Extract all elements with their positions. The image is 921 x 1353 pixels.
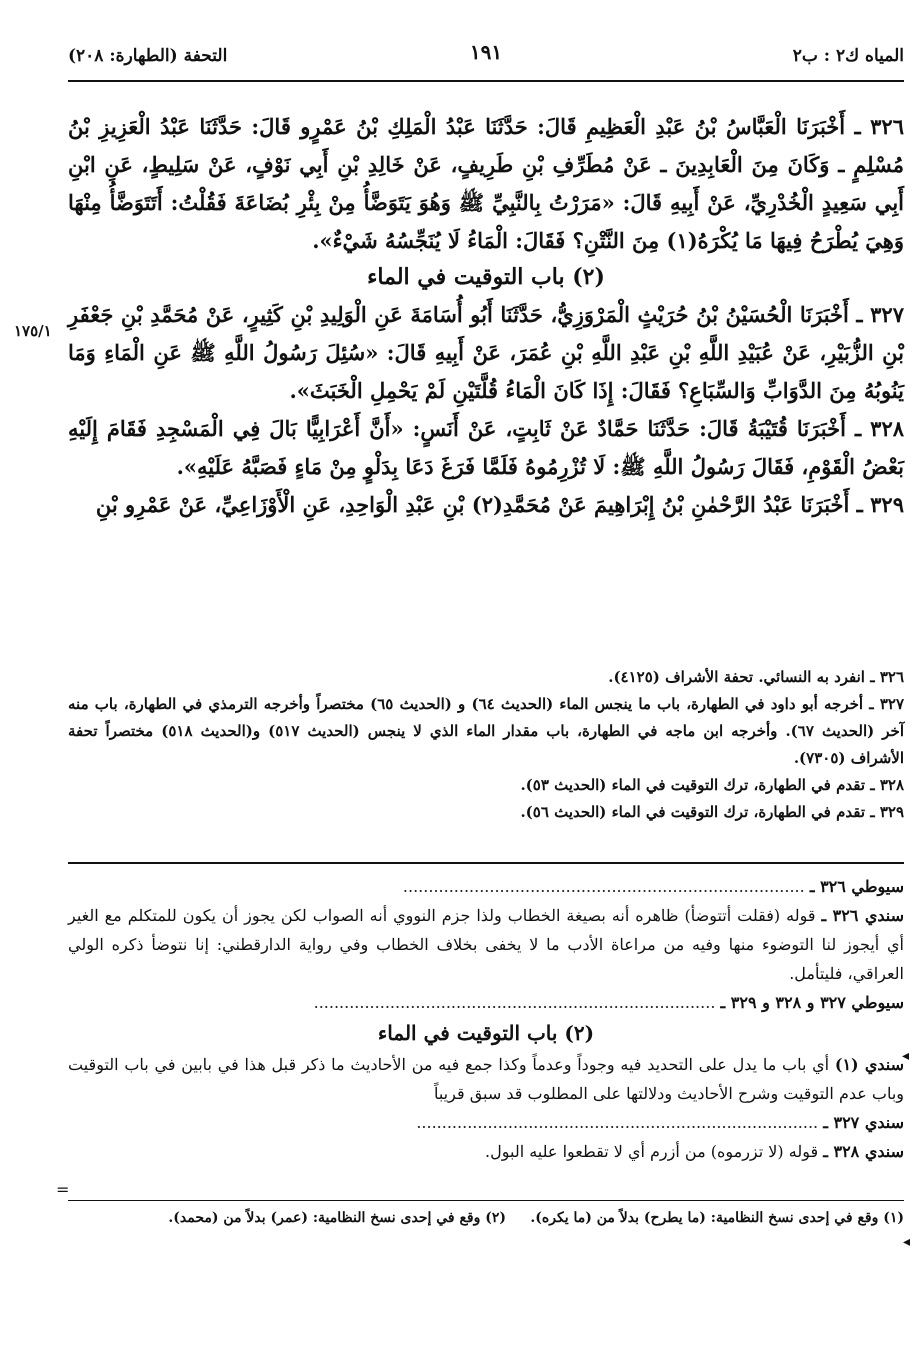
suyuti-326: [68, 872, 904, 901]
page-number: ١٩١: [469, 40, 503, 64]
commentary-label: سيوطي ٣٢٧ و ٣٢٨ و ٣٢٩ ـ: [720, 993, 904, 1012]
footnote-1: (١) وقع في إحدى نسخ النظامية: (ما يطرح) بدلاً من (ما يكره).: [530, 1210, 904, 1226]
commentary-text: أي باب ما يدل على التحديد فيه وجوداً وعدماً وكذا جمع فيه من الأحاديث ما ذكر قبل هذا في بابين في باب التوقيت وباب عدم التوقيت وشرح الأحاديث ودلالتها على المطلوب قد سبق قريباً: [68, 1055, 904, 1103]
commentary-section: [68, 872, 904, 1166]
hadith-text: أَخْبَرَنَا عَبْدُ الرَّحْمٰنِ بْنُ إِبْرَاهِيمَ عَنْ مُحَمَّدِ(٢) بْنِ عَبْدِ الْوَاحِدِ، عَنِ الْأَوْزَاعِيِّ، عَنْ عَمْرِو بْنِ: [95, 492, 850, 517]
running-header: [68, 38, 904, 78]
footnote-2: (٢) وقع في إحدى نسخ النظامية: (عمر) بدلاً من (محمد).: [168, 1210, 507, 1226]
header-rule: [68, 80, 904, 82]
note-327: ٣٢٧ ـ أخرجه أبو داود في الطهارة، باب ما ينجس الماء (الحديث ٦٤) و (الحديث ٦٥) مختصراً وأخرجه الترمذي في الطهارة، باب منه آخر (الحديث ٦٧). وأخرجه ابن ماجه في الطهارة، باب مقدار الماء الذي لا ينجس (الحديث ٥١٧) و(الحديث ٥١٨) مختصراً تحفة الأشراف (٧٣٠٥).: [68, 695, 904, 767]
takhrij-notes: [68, 664, 904, 826]
commentary-text: قوله (لا تزرموه) من أزرم أي لا تقطعوا عليه البول.: [485, 1142, 819, 1161]
hadith-text: أَخْبَرَنَا الْعَبَّاسُ بْنُ عَبْدِ الْعَظِيمِ قَالَ: حَدَّثَنَا عَبْدُ الْمَلِكِ بْنُ عَمْرٍو قَالَ: حَدَّثَنَا عَبْدُ الْعَزِيزِ بْنُ مُسْلِمٍ ـ وَكَانَ مِنَ الْعَابِدِينَ ـ عَنْ مُطَرِّفِ بْنِ طَرِيفٍ، عَنْ خَالِدِ بْنِ أَبِي نَوْفٍ، عَنْ سَلِيطٍ، عَنِ ابْنِ أَبِي سَعِيدٍ الْخُدْرِيِّ، عَنْ أَبِيهِ قَالَ: «مَرَرْتُ بِالنَّبِيِّ ﷺ وَهُوَ يَتَوَضَّأُ مِنْ بِئْرِ بُضَاعَةَ فَقُلْتُ: أَتَتَوَضَّأُ مِنْهَا وَهِيَ يُطْرَحُ فِيهَا مَا يُكْرَهُ(١) مِنَ النَّتْنِ؟ فَقَالَ: الْمَاءُ لَا يُنَجِّسُهُ شَيْءٌ».: [68, 114, 904, 253]
sindi-327: [68, 1108, 904, 1137]
hadith-text: أَخْبَرَنَا الْحُسَيْنُ بْنُ حُرَيْثٍ الْمَرْوَزِيُّ، حَدَّثَنَا أَبُو أُسَامَةَ عَنِ الْوَلِيدِ بْنِ كَثِيرٍ، عَنْ مُحَمَّدِ بْنِ جَعْفَرِ بْنِ الزُّبَيْرِ، عَنْ عُبَيْدِ اللَّهِ بْنِ عَبْدِ اللَّهِ بْنِ عُمَرَ، عَنْ أَبِيهِ قَالَ: «سُئِلَ رَسُولُ اللَّهِ ﷺ عَنِ الْمَاءِ وَمَا يَنُوبُهُ مِنَ الدَّوَابِّ وَالسِّبَاعِ؟ فَقَالَ: إِذَا كَانَ الْمَاءُ قُلَّتَيْنِ لَمْ يَحْمِلِ الْخَبَثَ».: [68, 302, 904, 403]
margin-equals-mark: =: [56, 1180, 70, 1199]
chapter-title: (٢) باب التوقيت في الماء: [367, 264, 605, 290]
hadith-327: ٣٢٧ ـ أَخْبَرَنَا الْحُسَيْنُ بْنُ حُرَيْثٍ الْمَرْوَزِيُّ، حَدَّثَنَا أَبُو أُسَامَةَ عَنِ الْوَلِيدِ بْنِ كَثِيرٍ، عَنْ مُحَمَّدِ بْنِ جَعْفَرِ بْنِ الزُّبَيْرِ، عَنْ عُبَيْدِ اللَّهِ بْنِ عَبْدِ اللَّهِ بْنِ عُمَرَ، عَنْ أَبِيهِ قَالَ: «سُئِلَ رَسُولُ اللَّهِ ﷺ عَنِ الْمَاءِ وَمَا يَنُوبُهُ مِنَ الدَّوَابِّ وَالسِّبَاعِ؟ فَقَالَ: إِذَا كَانَ الْمَاءُ قُلَّتَيْنِ لَمْ يَحْمِلِ الْخَبَثَ».: [68, 302, 904, 403]
commentary-text: قوله (فقلت أتتوضأ) ظاهره أنه بصيغة الخطاب ولذا جزم النووي أنه الصواب لكن يجوز أن يكون للمتكلم مع الغير أي أيجوز لنا التوضوء منها وفيه من مراعاة الأدب ما لا يخفى بخلاف الخطاب وفي رواية الدارقطني: إنا نتوضأ ذكره الولي العراقي، فليتأمل.: [68, 906, 904, 983]
sindi-328: [68, 1137, 904, 1166]
footnote-line: [68, 1206, 904, 1230]
footer-rule: [68, 1200, 904, 1201]
hadith-text: أَخْبَرَنَا قُتَيْبَةُ قَالَ: حَدَّثَنَا حَمَّادٌ عَنْ ثَابِتٍ، عَنْ أَنَسٍ: «أَنَّ أَعْرَابِيًّا بَالَ فِي الْمَسْجِدِ فَقَامَ إِلَيْهِ بَعْضُ الْقَوْمِ، فَقَالَ رَسُولُ اللَّهِ ﷺ: لَا تُزْرِمُوهُ فَلَمَّا فَرَغَ دَعَا بِدَلْوٍ مِنْ مَاءٍ فَصَبَّهُ عَلَيْهِ».: [68, 416, 904, 479]
margin-manuscript-ref: ١٧٥/١: [14, 322, 52, 340]
variant-footnotes: [68, 1206, 904, 1230]
commentary-label: سندي ٣٢٧ ـ: [823, 1113, 904, 1132]
hadith-328: ٣٢٨ ـ أَخْبَرَنَا قُتَيْبَةُ قَالَ: حَدَّثَنَا حَمَّادٌ عَنْ ثَابِتٍ، عَنْ أَنَسٍ: «أَنَّ أَعْرَابِيًّا بَالَ فِي الْمَسْجِدِ فَقَامَ إِلَيْهِ بَعْضُ الْقَوْمِ، فَقَالَ رَسُولُ اللَّهِ ﷺ: لَا تُزْرِمُوهُ فَلَمَّا فَرَغَ دَعَا بِدَلْوٍ مِنْ مَاءٍ فَصَبَّهُ عَلَيْهِ».: [68, 416, 905, 479]
sindi-chapter: [68, 1050, 904, 1108]
note-328: ٣٢٨ ـ تقدم في الطهارة، ترك التوقيت في الماء (الحديث ٥٣).: [520, 776, 904, 794]
sindi-326: [68, 901, 904, 988]
dotted-leader: ...............................................................................: [313, 993, 716, 1012]
hadith-number: ٣٢٧: [870, 302, 904, 327]
commentary-label: سندي (١): [834, 1055, 905, 1074]
margin-bullet-icon: ◂: [902, 1048, 910, 1064]
commentary-label: سندي ٣٢٦ ـ: [821, 906, 904, 925]
commentary-label: سندي ٣٢٨ ـ: [823, 1142, 904, 1161]
dotted-leader: ...............................................................................: [402, 877, 805, 896]
hadith-326: ٣٢٦ ـ أَخْبَرَنَا الْعَبَّاسُ بْنُ عَبْدِ الْعَظِيمِ قَالَ: حَدَّثَنَا عَبْدُ الْمَلِكِ بْنُ عَمْرٍو قَالَ: حَدَّثَنَا عَبْدُ الْعَزِيزِ بْنُ مُسْلِمٍ ـ وَكَانَ مِنَ الْعَابِدِينَ ـ عَنْ مُطَرِّفِ بْنِ طَرِيفٍ، عَنْ خَالِدِ بْنِ أَبِي نَوْفٍ، عَنْ سَلِيطٍ، عَنِ ابْنِ أَبِي سَعِيدٍ الْخُدْرِيِّ، عَنْ أَبِيهِ قَالَ: «مَرَرْتُ بِالنَّبِيِّ ﷺ وَهُوَ يَتَوَضَّأُ مِنْ بِئْرِ بُضَاعَةَ فَقُلْتُ: أَتَتَوَضَّأُ مِنْهَا وَهِيَ يُطْرَحُ فِيهَا مَا يُكْرَهُ(١) مِنَ النَّتْنِ؟ فَقَالَ: الْمَاءُ لَا يُنَجِّسُهُ شَيْءٌ».: [68, 114, 904, 253]
hadith-number: ٣٢٦: [870, 114, 904, 139]
hadith-number: ٣٢٩: [870, 492, 904, 517]
header-section-ref: المياه ك٢ : ب٢: [792, 46, 904, 66]
hadith-329: ٣٢٩ ـ أَخْبَرَنَا عَبْدُ الرَّحْمٰنِ بْنُ إِبْرَاهِيمَ عَنْ مُحَمَّدِ(٢) بْنِ عَبْدِ الْوَاحِدِ، عَنِ الْأَوْزَاعِيِّ، عَنْ عَمْرِو بْنِ: [95, 492, 904, 517]
commentary-chapter-title: (٢) باب التوقيت في الماء: [377, 1021, 595, 1045]
note-326: ٣٢٦ ـ انفرد به النسائي. تحفة الأشراف (٤١٢٥).: [608, 668, 904, 686]
suyuti-327-329: [68, 988, 904, 1017]
main-text: [68, 108, 904, 524]
commentary-rule: [68, 862, 904, 864]
commentary-label: سيوطي ٣٢٦ ـ: [809, 877, 904, 896]
page: [68, 0, 904, 1353]
header-tuhfa-ref: التحفة (الطهارة: ٢٠٨): [68, 46, 228, 66]
margin-bullet-icon: ◂: [903, 1234, 911, 1250]
hadith-number: ٣٢٨: [870, 416, 905, 441]
note-329: ٣٢٩ ـ تقدم في الطهارة، ترك التوقيت في الماء (الحديث ٥٦).: [520, 803, 904, 821]
dotted-leader: ...............................................................................: [416, 1113, 819, 1132]
